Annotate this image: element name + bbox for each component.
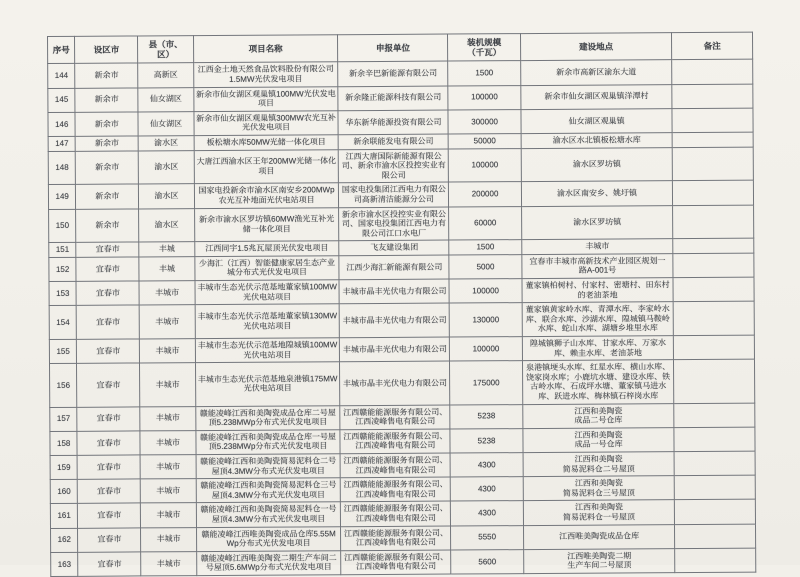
cell-remark [673, 181, 754, 206]
cell-remark [673, 147, 754, 181]
cell-project: 赣能凌峰江西和美陶瓷简易泥料仓三号屋顶4.3MW分布式光伏发电项目 [196, 478, 341, 503]
cell-capacity: 130000 [449, 303, 522, 337]
cell-capacity: 4300 [451, 501, 524, 526]
cell-city: 宜春市 [78, 527, 141, 552]
cell-city: 新余市 [75, 112, 138, 137]
cell-remark [673, 238, 754, 253]
cell-project: 赣能凌峰江西唯美陶瓷二期生产车间二号屋顶5.6MWp分布式光伏发电项目 [196, 550, 341, 575]
cell-applicant: 江西赣能能源服务有限公司、江西凌峰售电有限公司 [340, 429, 450, 454]
cell-applicant: 江西少海汇新能源有限公司 [339, 255, 449, 280]
cell-no: 159 [50, 455, 78, 479]
cell-remark [672, 132, 753, 147]
table-row [49, 205, 754, 243]
cell-capacity: 60000 [449, 206, 522, 240]
cell-project: 新余市渝水区罗坊镇60MW渔光互补光储一体化项目 [194, 207, 339, 242]
cell-county: 渝水区 [139, 184, 195, 209]
cell-applicant: 江西赣能能源服务有限公司、江西凌峰售电有限公司 [340, 405, 450, 430]
cell-capacity: 4300 [450, 453, 523, 478]
cell-remark [674, 359, 755, 403]
cell-city: 宜春市 [76, 281, 139, 306]
cell-county: 丰城市 [140, 363, 196, 407]
cell-county: 丰城市 [141, 503, 197, 528]
cell-applicant: 江西赣能能源服务有限公司、江西凌峰售电有限公司 [340, 453, 450, 478]
cell-applicant: 国家电投集团江西电力有限公司高新清洁能源分公司 [339, 182, 449, 207]
cell-remark [673, 253, 754, 278]
cell-remark [675, 548, 756, 573]
cell-applicant: 江西赣能能源服务有限公司、江西凌峰售电有限公司 [341, 550, 451, 575]
cell-capacity: 5550 [451, 525, 524, 550]
cell-remark [674, 335, 755, 360]
column-header-applicant: 申报单位 [338, 34, 448, 62]
cell-no: 158 [50, 431, 78, 455]
column-header-remark: 备注 [672, 32, 753, 60]
cell-no: 152 [49, 257, 77, 281]
cell-applicant: 江西赣能能源服务有限公司、江西凌峰售电有限公司 [341, 477, 451, 502]
cell-capacity: 100000 [450, 337, 523, 362]
cell-capacity: 200000 [449, 182, 522, 207]
cell-location: 董家镇柏树村、付家村、密塘村、田东村的老油茶地 [522, 278, 674, 303]
cell-county: 仙女湖区 [138, 87, 194, 112]
cell-city: 宜春市 [76, 257, 139, 282]
cell-remark [672, 60, 753, 85]
column-header-city: 设区市 [75, 36, 138, 64]
cell-location: 仙女湖区观巢镇 [521, 108, 673, 133]
cell-location: 江西唯美陶瓷二期 生产车间二号屋顶 [523, 548, 675, 573]
cell-no: 154 [49, 306, 77, 340]
cell-no: 161 [50, 504, 78, 528]
cell-city: 宜春市 [77, 363, 140, 407]
cell-project: 丰城市生态光伏示范基地隍城镇100MW光伏电站项目 [195, 338, 340, 363]
cell-city: 新余市 [76, 184, 139, 209]
cell-capacity: 4300 [451, 477, 524, 502]
table-header [48, 32, 753, 64]
cell-no: 157 [50, 407, 78, 431]
cell-location: 江西唯美陶瓷成品仓库 [523, 524, 675, 549]
cell-project: 赣能凌峰江西和美陶瓷成品仓库二号屋顶5.238MWp分布式光伏发电项目 [195, 405, 340, 430]
table-row [48, 147, 753, 185]
cell-project: 赣能凌峰江西和美陶瓷简易泥料仓一号屋顶4.3MW分布式光伏发电项目 [196, 502, 341, 527]
header-row [48, 32, 753, 64]
cell-project: 新余市仙女湖区观巢镇100MW光伏发电项目 [194, 86, 339, 111]
cell-applicant: 江西大唐国际新能源有限公司、新余市渝水区投控实业有限公司 [339, 149, 449, 183]
cell-county: 丰城 [139, 256, 195, 281]
cell-location: 江西和美陶瓷 简易泥料仓一号屋顶 [523, 500, 675, 525]
cell-city: 新余市 [75, 88, 138, 113]
cell-location: 江西和美陶瓷 成品一号仓库 [523, 427, 675, 452]
cell-applicant: 丰城市晶丰光伏电力有限公司 [339, 279, 449, 304]
cell-remark [673, 277, 754, 302]
cell-no: 163 [51, 552, 79, 576]
cell-city: 宜春市 [76, 242, 139, 257]
cell-applicant: 华东新华能源投资有限公司 [338, 110, 448, 135]
cell-remark [674, 451, 755, 476]
cell-location: 江西和美陶瓷 成品二号仓库 [523, 403, 675, 428]
cell-county: 渝水区 [138, 136, 193, 151]
cell-capacity: 1500 [449, 240, 522, 255]
cell-county: 丰城 [139, 242, 194, 257]
cell-location: 渝水区罗坊镇 [521, 147, 673, 182]
cell-applicant: 新余市渝水区投控实业有限公司、国家电投集团江西电力有限公司江口水电厂 [339, 207, 449, 241]
cell-capacity: 1500 [448, 61, 521, 86]
cell-county: 丰城市 [141, 527, 197, 552]
cell-no: 148 [48, 151, 76, 185]
cell-capacity: 5238 [450, 428, 523, 453]
cell-remark [675, 500, 756, 525]
project-table-wrapper [47, 32, 756, 577]
cell-applicant: 丰城市晶丰光伏电力有限公司 [340, 361, 450, 405]
cell-remark [673, 205, 754, 239]
cell-capacity: 300000 [448, 109, 521, 134]
cell-no: 150 [49, 209, 77, 243]
cell-project: 江西金土地天然食品饮料股份有限公司1.5MW光伏发电项目 [193, 62, 338, 87]
cell-county: 丰城市 [139, 281, 195, 306]
cell-city: 宜春市 [77, 339, 140, 364]
cell-no: 149 [48, 185, 76, 209]
cell-applicant: 新余隆正能源科技有限公司 [338, 86, 448, 111]
cell-applicant: 丰城市晶丰光伏电力有限公司 [340, 303, 450, 337]
cell-county: 丰城市 [140, 455, 196, 480]
cell-location: 渝水区水北镇板松塘水库 [521, 133, 673, 149]
cell-project: 赣能凌峰江西和美陶瓷成品仓库一号屋顶5.238MWp分布式光伏发电项目 [196, 429, 341, 454]
project-table [47, 32, 756, 577]
table-row [49, 301, 754, 339]
column-header-capacity: 装机规模 （千瓦） [448, 34, 521, 62]
cell-location: 宜春市丰城市高新技术产业园区规划一 路A-001号 [522, 254, 674, 279]
cell-no: 160 [50, 479, 78, 503]
cell-county: 丰城市 [140, 430, 196, 455]
cell-capacity: 5600 [451, 549, 524, 574]
cell-location: 新余市高新区渝东大道 [520, 60, 672, 85]
cell-city: 新余市 [76, 136, 139, 151]
cell-capacity: 100000 [449, 148, 522, 182]
column-header-county: 县（市、 区） [138, 36, 194, 64]
cell-remark [674, 403, 755, 428]
cell-county: 丰城市 [140, 339, 196, 364]
cell-county: 丰城市 [141, 551, 197, 576]
cell-city: 新余市 [76, 150, 139, 184]
cell-city: 宜春市 [77, 407, 140, 432]
cell-city: 宜春市 [77, 431, 140, 456]
cell-remark [675, 475, 756, 500]
cell-remark [673, 301, 754, 335]
table-body [48, 60, 756, 577]
cell-city: 宜春市 [78, 552, 141, 577]
cell-location: 董家镇黄家岭水库、青潭水库、李家岭水库、联合水库、沙湖水库、隍城镇马鞍岭水库、蛇山水库、湖塘乡堆里水库 [522, 302, 674, 337]
cell-capacity: 5000 [449, 254, 522, 279]
cell-capacity: 100000 [448, 85, 521, 110]
column-header-project: 项目名称 [193, 35, 338, 63]
cell-city: 宜春市 [77, 455, 140, 480]
cell-no: 155 [49, 339, 77, 363]
cell-no: 162 [51, 528, 79, 552]
cell-location: 江西和美陶瓷 简易泥料仓三号屋顶 [523, 476, 675, 501]
cell-applicant: 江西赣能能源服务有限公司、江西凌峰售电有限公司 [341, 526, 451, 551]
cell-project: 少海汇（江西）智能健康家居生态产业城分布式光伏发电项目 [195, 256, 340, 281]
cell-no: 146 [48, 112, 76, 136]
cell-no: 151 [49, 243, 77, 258]
cell-county: 丰城市 [140, 406, 196, 431]
cell-location: 新余市仙女湖区观巢镇洋潭村 [521, 84, 673, 109]
table-row [50, 359, 755, 407]
cell-remark [674, 427, 755, 452]
cell-location: 渝水区罗坊镇 [521, 205, 673, 240]
table-row [51, 548, 756, 576]
cell-applicant: 新余联能发电有限公司 [339, 134, 449, 149]
cell-remark [672, 108, 753, 133]
cell-project: 丰城市生态光伏示范基地董家镇100MW光伏电站项目 [195, 280, 340, 305]
cell-county: 渝水区 [139, 150, 195, 184]
cell-no: 156 [50, 364, 78, 408]
cell-project: 板松塘水库50MW光储一体化项目 [194, 135, 339, 150]
cell-city: 宜春市 [78, 479, 141, 504]
cell-no: 145 [48, 88, 76, 112]
column-header-location: 建设地点 [520, 33, 672, 61]
cell-location: 渝水区南安乡、姚圩镇 [521, 181, 673, 206]
cell-location: 丰城市 [522, 239, 674, 255]
cell-county: 高新区 [138, 63, 194, 88]
cell-capacity: 100000 [449, 279, 522, 304]
cell-location: 江西和美陶瓷 简易泥料仓二号屋顶 [523, 452, 675, 477]
cell-no: 147 [48, 136, 76, 151]
cell-capacity: 175000 [450, 361, 523, 405]
cell-project: 江西同宇1.5兆瓦屋顶光伏发电项目 [194, 241, 339, 256]
cell-remark [672, 84, 753, 109]
cell-no: 153 [49, 281, 77, 305]
cell-capacity: 5238 [450, 404, 523, 429]
cell-applicant: 飞友建设集团 [339, 240, 449, 255]
cell-remark [675, 524, 756, 549]
cell-applicant: 丰城市晶丰光伏电力有限公司 [340, 337, 450, 362]
cell-capacity: 50000 [448, 134, 521, 149]
cell-city: 新余市 [75, 63, 138, 88]
cell-county: 丰城市 [141, 479, 197, 504]
cell-county: 丰城市 [139, 305, 195, 339]
cell-no: 144 [48, 64, 76, 88]
cell-project: 丰城市生态光伏示范基地泉港镇175MW光伏电站项目 [195, 362, 340, 406]
cell-city: 宜春市 [78, 503, 141, 528]
cell-project: 国家电投新余市渝水区南安乡200MWp农光互补地面光伏电站项目 [194, 183, 339, 208]
cell-project: 赣能凌峰江西和美陶瓷简易泥料仓二号屋顶4.3MW分布式光伏发电项目 [196, 454, 341, 479]
cell-project: 新余市仙女湖区观巢镇300MW农光互补光伏发电项目 [194, 110, 339, 135]
cell-project: 丰城市生态光伏示范基地董家镇130MW光伏电站项目 [195, 304, 340, 339]
cell-city: 宜春市 [77, 305, 140, 339]
cell-county: 渝水区 [139, 208, 195, 242]
cell-city: 新余市 [76, 208, 139, 242]
cell-county: 仙女湖区 [138, 111, 194, 136]
cell-project: 大唐江西渝水区王年200MW光储一体化项目 [194, 149, 339, 184]
cell-location: 泉港镇埂头水库、红星水库、横山水库、饶家岗水库；小鹿坑水塘、建设水库、铁古岭水库、石成坪水塘、董家镇马进水库、跃进水库、梅林镇石梓岗水库 [522, 360, 674, 404]
cell-location: 隍城镇狮子山水库、甘家水库、万家水库、赖圭水库、老油茶地 [522, 336, 674, 361]
cell-applicant: 新余辛巴新能源有限公司 [338, 61, 448, 86]
column-header-no: 序号 [48, 36, 76, 64]
cell-project: 赣能凌峰江西唯美陶瓷成品仓库5.55MWp分布式光伏发电项目 [196, 526, 341, 551]
cell-applicant: 江西赣能能源服务有限公司、江西凌峰售电有限公司 [341, 501, 451, 526]
